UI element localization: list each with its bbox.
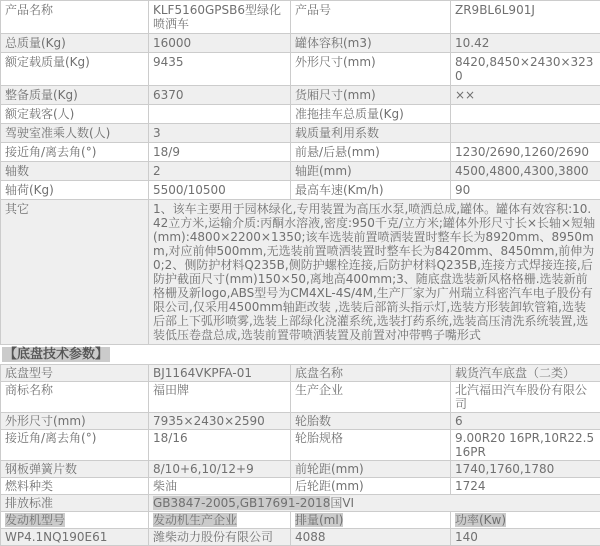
param-value: 6370 [149,86,291,105]
param-value: 1230/2690,1260/2690 [451,143,600,162]
param-value: 10.42 [451,34,600,53]
param-label: 接近角/离去角(°) [1,143,149,162]
table-row [1,162,600,181]
param-value: 7935×2430×2590 [149,413,291,430]
param-label: 商标名称 [1,382,149,413]
param-label: 驾驶室准乘人数(人) [1,124,149,143]
table-row [1,181,600,200]
param-label: 轮胎数 [291,413,451,430]
param-value: ×× [451,86,600,105]
param-value: KLF5160GPSB6型绿化喷洒车 [149,1,291,34]
table-row [1,461,600,478]
param-label: 罐体容积(m3) [291,34,451,53]
param-value: 4500,4800,4300,3800 [451,162,600,181]
param-label: 燃料种类 [1,478,149,495]
table-row [1,478,600,495]
param-label: 外形尺寸(mm) [291,53,451,86]
param-value: 8420,8450×2430×3230 [451,53,600,86]
param-label: 底盘名称 [291,365,451,382]
table-row [1,413,600,430]
param-value: 1724 [451,478,600,495]
param-value [451,124,600,143]
param-value: 140 [451,529,600,546]
param-value: 3 [149,124,291,143]
param-value: 4088 [291,529,451,546]
param-value: WP4.1NQ190E61 [1,529,149,546]
param-label [1,512,149,529]
table-row [1,1,600,34]
param-label: 轴数 [1,162,149,181]
param-label: 产品号 [291,1,451,34]
engine-header-text: 功率(Kw) [455,513,506,527]
param-label: 前轮距(mm) [291,461,451,478]
param-label [451,512,600,529]
param-value: ZR9BL6L901J [451,1,600,34]
param-value: 1740,1760,1780 [451,461,600,478]
param-value: 18/9 [149,143,291,162]
param-value: 8/10+6,10/12+9 [149,461,291,478]
param-label: 准拖挂车总质量(Kg) [291,105,451,124]
param-value: 2 [149,162,291,181]
table-row-emission [1,495,600,512]
param-value [149,105,291,124]
emission-standard-value [149,495,600,512]
table-row [1,53,600,86]
engine-header-text: 发动机生产企业 [153,513,237,527]
param-value: 5500/10500 [149,181,291,200]
emission-rest-text: 国VI [330,496,354,510]
section-title-chassis [2,347,600,363]
param-label: 轮胎规格 [291,430,451,461]
param-value [451,105,600,124]
param-label: 钢板弹簧片数 [1,461,149,478]
table-row [1,430,600,461]
param-label: 额定载客(人) [1,105,149,124]
emission-highlighted-text: GB3847-2005,GB17691-2018 [153,496,330,510]
param-label: 轴距(mm) [291,162,451,181]
param-value: 6 [451,413,600,430]
other-notes-text: 1、该车主要用于园林绿化,专用装置为高压水泵,喷洒总成,罐体。罐体有效容积:10.42立方米,运输介质:丙酮水溶液,密度:950千克/立方米;罐体外形尺寸长×长轴×短轴(mm):4800×2200×1350;该车选装前置喷洒装置时整车长为8920mm、8950mm,对应前伸500mm,无选装前置喷洒装置时整车长为8420mm、8450mm,前伸为0;2、侧防护材料Q235B,侧防护螺栓连接,后防护材料Q235B,连接方式焊接连接,后防护截面尺寸(mm)150×50,离地高400mm;3、随底盘选装新风格格栅.选装新前格栅及新logo,ABS型号为CM4XL-4S/4M,生产厂家为广州瑞立科密汽车电子股份有限公司,仅采用4500mm轴距改装 ,选装后部箭头指示灯,选装方形装卸软管箱,选装后部上下弧形喷雾,选装上部绿化浇灌系统,选装打药系统,选装高压清洗系统装置,选装低压卷盘总成,选装前置带喷洒装置及前置对冲带鸭子嘴形式 [149,200,600,345]
param-label: 总质量(Kg) [1,34,149,53]
param-value: 9435 [149,53,291,86]
table-row-engine-header [1,512,600,529]
table-row [1,365,600,382]
param-value: 福田牌 [149,382,291,413]
table-row [1,124,600,143]
param-label: 整备质量(Kg) [1,86,149,105]
param-label [149,512,291,529]
table-row-engine-values [1,529,600,546]
param-label: 底盘型号 [1,365,149,382]
param-label: 后轮距(mm) [291,478,451,495]
param-label: 最高车速(Km/h) [291,181,451,200]
param-value: 载货汽车底盘（二类） [451,365,600,382]
table-row [1,86,600,105]
param-label: 接近角/离去角(°) [1,430,149,461]
param-label: 额定载质量(Kg) [1,53,149,86]
table-row [1,382,600,413]
param-value: 9.00R20 16PR,10R22.5 16PR [451,430,600,461]
param-value: 16000 [149,34,291,53]
param-value: 潍柴动力股份有限公司 [149,529,291,546]
chassis-params-table [0,364,600,546]
param-label [291,512,451,529]
engine-header-text: 发动机型号 [5,513,65,527]
param-label: 其它 [1,200,149,345]
param-label: 生产企业 [291,382,451,413]
param-value: 柴油 [149,478,291,495]
param-value: 18/16 [149,430,291,461]
param-label: 货厢尺寸(mm) [291,86,451,105]
section-title-text: 【底盘技术参数】 [2,347,110,362]
param-label: 排放标准 [1,495,149,512]
table-row [1,34,600,53]
param-value: BJ1164VKPFA-01 [149,365,291,382]
param-label: 前悬/后悬(mm) [291,143,451,162]
table-row [1,105,600,124]
param-label: 轴荷(Kg) [1,181,149,200]
param-value: 90 [451,181,600,200]
param-label: 载质量利用系数 [291,124,451,143]
param-value: 北汽福田汽车股份有限公司 [451,382,600,413]
table-row-other [1,200,600,345]
table-row [1,143,600,162]
engine-header-text: 排量(ml) [295,513,343,527]
param-label: 产品名称 [1,1,149,34]
param-label: 外形尺寸(mm) [1,413,149,430]
